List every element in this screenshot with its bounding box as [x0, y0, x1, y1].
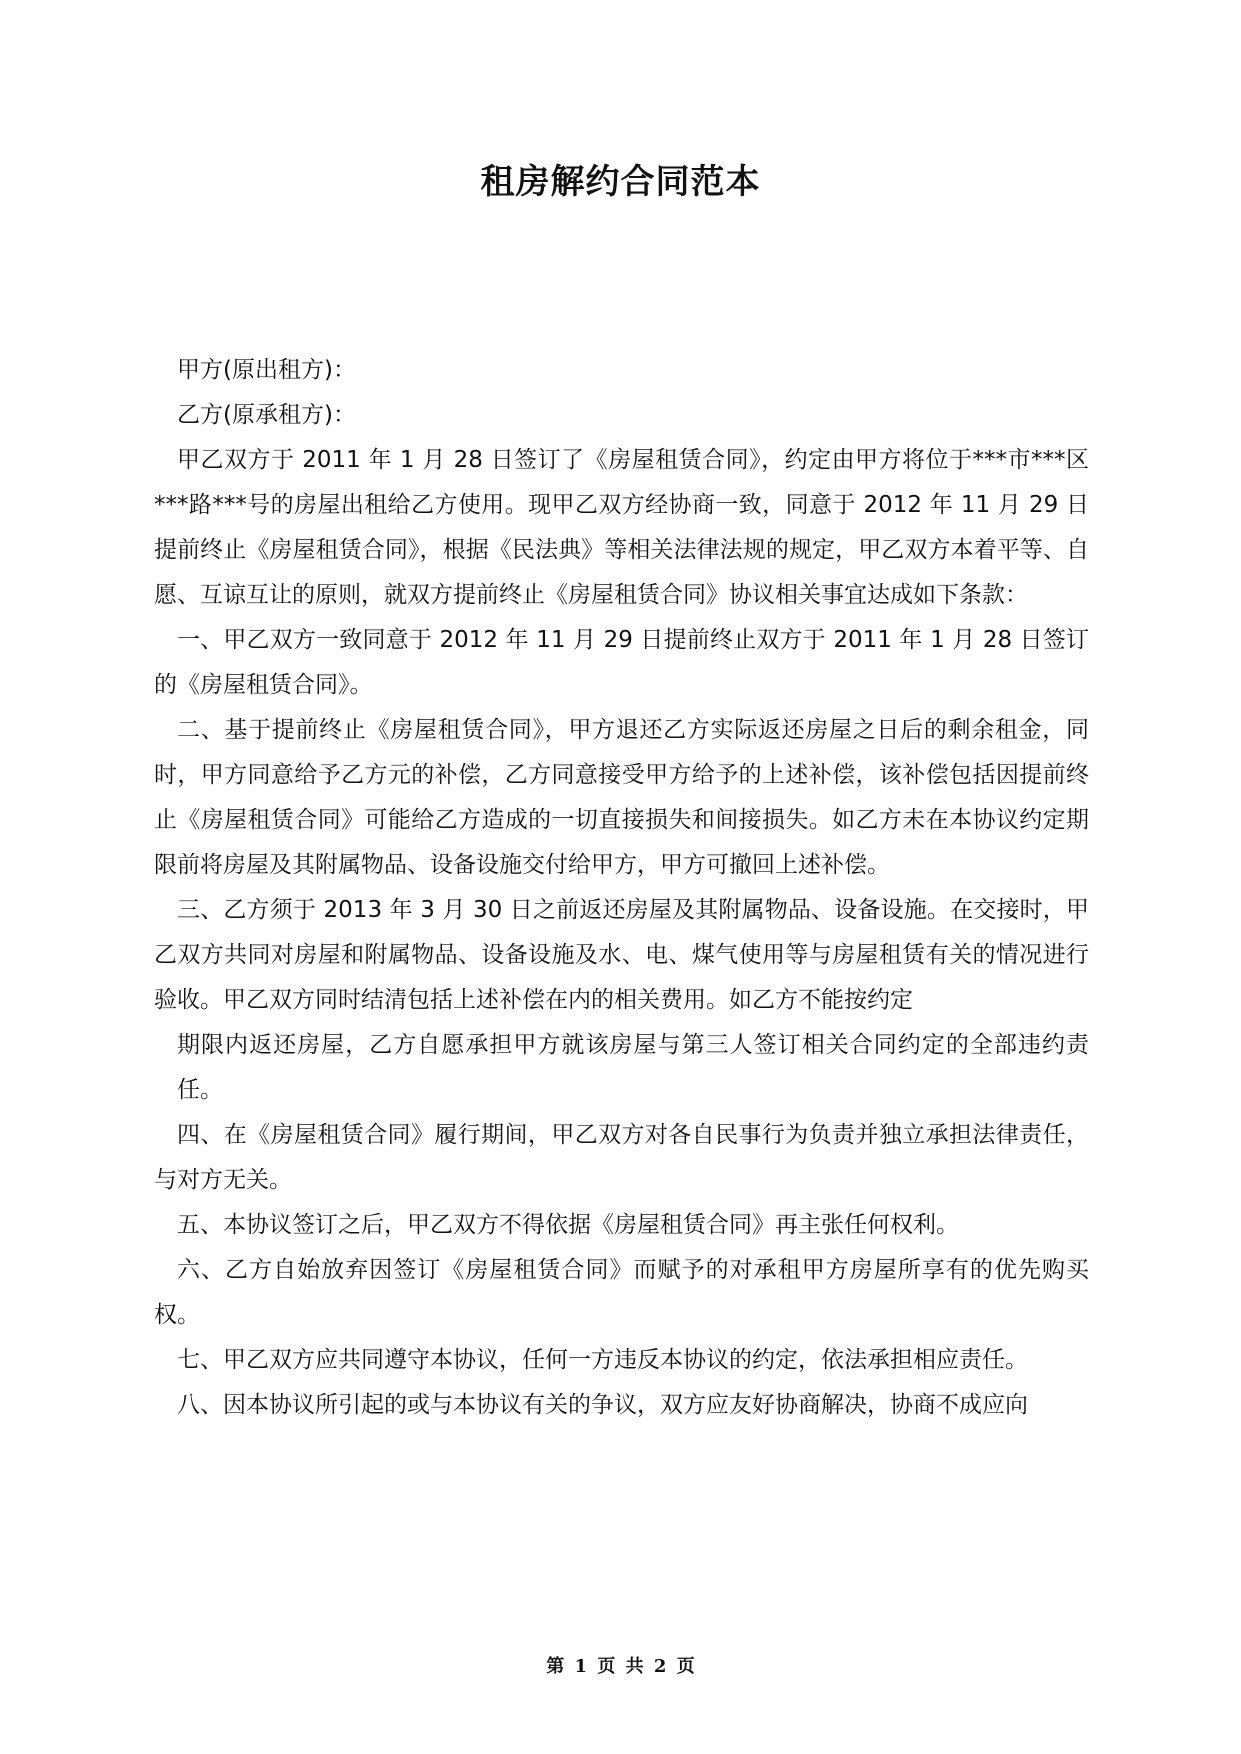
clause-6: 六、乙方自始放弃因签订《房屋租赁合同》而赋予的对承租甲方房屋所享有的优先购买权。	[154, 1257, 1089, 1328]
footer-page-word: 页	[597, 1656, 616, 1677]
page-footer	[0, 1654, 1241, 1680]
clause-1: 一、甲乙双方一致同意于 2012 年 11 月 29 日提前终止双方于 2011 年 1 月 28 日签订的《房屋租赁合同》。	[154, 627, 1089, 698]
footer-current-page: 1	[574, 1656, 588, 1677]
clause-7: 七、甲乙双方应共同遵守本协议，任何一方违反本协议的约定，依法承担相应责任。	[177, 1347, 1028, 1373]
party-a-line: 甲方(原出租方)：	[177, 357, 356, 383]
party-b-line: 乙方(原承租方)：	[177, 402, 356, 428]
clause-2: 二、基于提前终止《房屋租赁合同》，甲方退还乙方实际返还房屋之日后的剩余租金，同时，甲方同意给予乙方元的补偿，乙方同意接受甲方给予的上述补偿，该补偿包括因提前终止《房屋租赁合同》可能给乙方造成的一切直接损失和间接损失。如乙方未在本协议约定期限前将房屋及其附属物品、设备设施交付给甲方，甲方可撤回上述补偿。	[154, 717, 1089, 878]
clause-8: 八、因本协议所引起的或与本协议有关的争议，双方应友好协商解决，协商不成应向	[177, 1392, 1028, 1418]
clause-3: 三、乙方须于 2013 年 3 月 30 日之前返还房屋及其附属物品、设备设施。在交接时，甲乙双方共同对房屋和附属物品、设备设施及水、电、煤气使用等与房屋租赁有关的情况进行验收。甲乙双方同时结清包括上述补偿在内的相关费用。如乙方不能按约定	[154, 897, 1089, 1013]
preamble-paragraph: 甲乙双方于 2011 年 1 月 28 日签订了《房屋租赁合同》，约定由甲方将位于***市***区***路***号的房屋出租给乙方使用。现甲乙双方经协商一致，同意于 2012 年 11 月 29 日提前终止《房屋租赁合同》，根据《民法典》等相关法律法规的规定，甲乙双方本着平等、自愿、互谅互让的原则，就双方提前终止《房屋租赁合同》协议相关事宜达成如下条款：	[154, 447, 1089, 608]
footer-prefix: 第	[546, 1656, 565, 1677]
clause-5: 五、本协议签订之后，甲乙双方不得依据《房屋租赁合同》再主张任何权利。	[177, 1212, 959, 1238]
clause-3-continued: 期限内返还房屋，乙方自愿承担甲方就该房屋与第三人签订相关合同约定的全部违约责任。	[177, 1032, 1089, 1103]
footer-suffix: 页	[676, 1656, 695, 1677]
document-title: 租房解约合同范本	[480, 162, 761, 202]
document-body	[154, 348, 1089, 1428]
footer-total-pages: 2	[653, 1656, 667, 1677]
footer-total-word: 共	[625, 1656, 644, 1677]
clause-4: 四、在《房屋租赁合同》履行期间，甲乙双方对各自民事行为负责并独立承担法律责任，与对方无关。	[154, 1122, 1089, 1193]
